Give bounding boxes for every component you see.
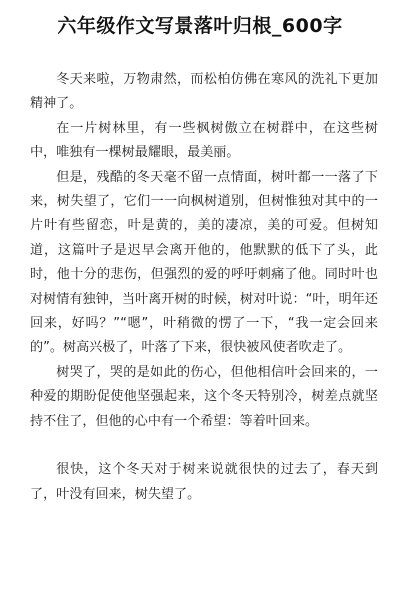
article-body [30, 68, 378, 507]
paragraph-2: 在一片树林里，有一些枫树傲立在树群中，在这些树中，唯独有一棵树最耀眼，最美丽。 [30, 120, 378, 161]
paragraph-5: 很快，这个冬天对于树来说就很快的过去了，春天到了，叶没有回来，树失望了。 [30, 462, 378, 502]
paragraph-3: 但是，残酷的冬天毫不留一点情面，树叶都一一落了下来，树失望了，它们一一向枫树道别，但树惟独对其中的一片叶有些留恋，叶是黄的，美的凄凉，美的可爱。但树知道，这篇叶子是迟早会离开他的，他默默的低下了头，此时，他十分的悲伤，但强烈的爱的呼吁刺痛了他。同时叶也对树情有独钟，当叶离开树的时候，树对叶说：“叶，明年还回来，好吗？”“嗯”，叶稍微的愣了一下，“我一定会回来的”。树高兴极了，叶落了下来，很快被风使者吹走了。 [30, 169, 378, 356]
article-title: 六年级作文写景落叶归根_600字 [57, 15, 343, 37]
paragraph-4: 树哭了，哭的是如此的伤心，但他相信叶会回来的，一种爱的期盼促使他坚强起来，这个冬天特别冷，树差点就坚持不住了，但他的心中有一个希望：等着叶回来。 [30, 364, 378, 429]
paragraph-1: 冬天来啦，万物肃然，而松柏仿佛在寒风的洗礼下更加精神了。 [30, 72, 378, 112]
